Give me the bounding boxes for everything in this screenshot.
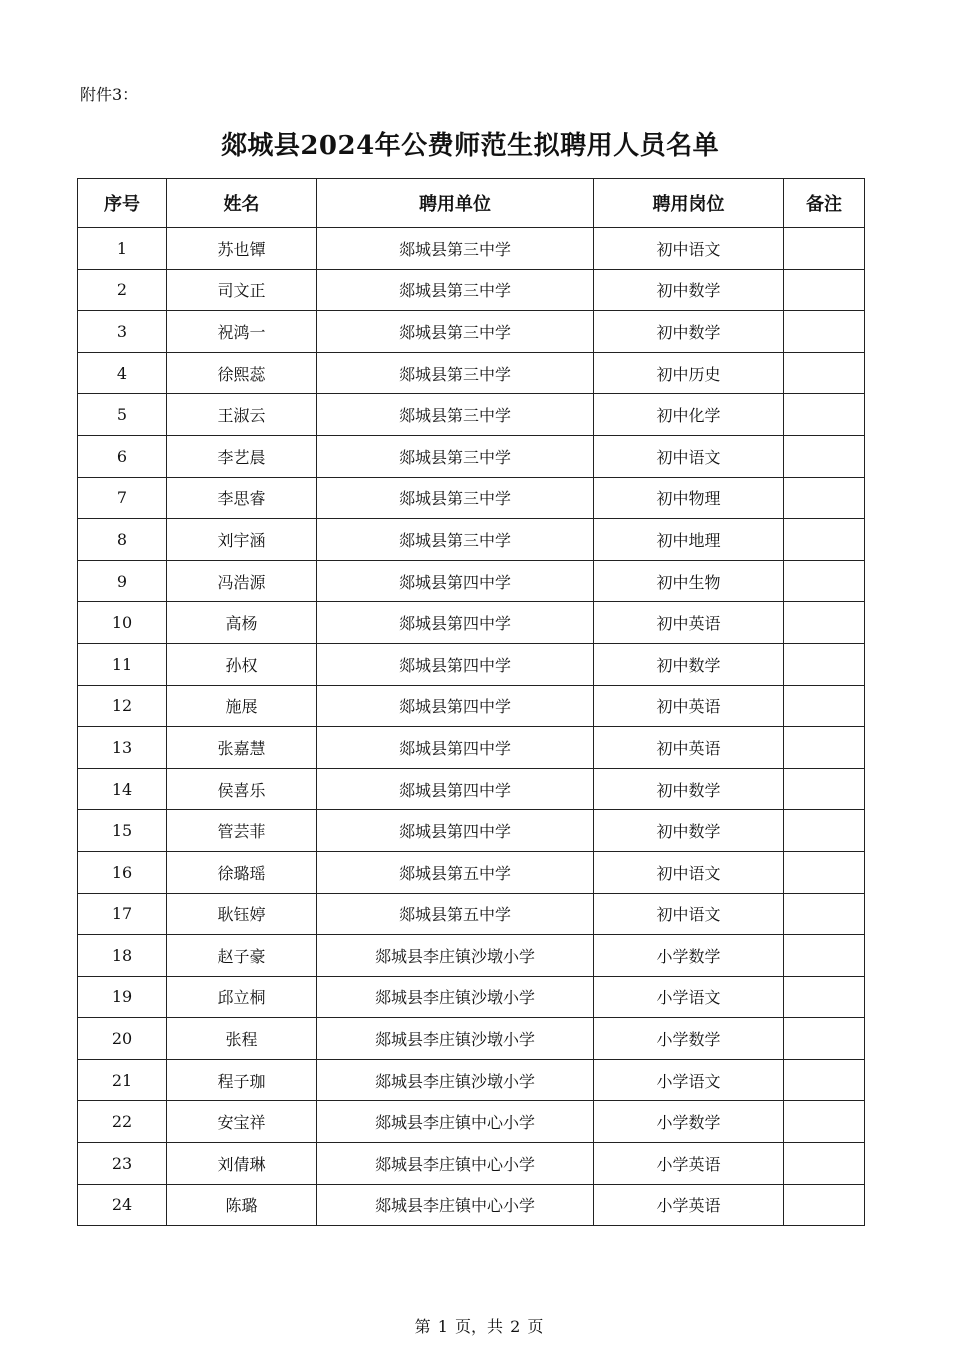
cell-remarks bbox=[784, 727, 865, 769]
cell-remarks bbox=[784, 851, 865, 893]
cell-position: 初中数学 bbox=[594, 810, 784, 852]
cell-seq: 22 bbox=[78, 1101, 167, 1143]
cell-unit: 郯城县李庄镇中心小学 bbox=[317, 1101, 594, 1143]
cell-unit: 郯城县第三中学 bbox=[317, 519, 594, 561]
table-row bbox=[78, 1101, 865, 1143]
cell-remarks bbox=[784, 1059, 865, 1101]
cell-name: 程子珈 bbox=[167, 1059, 317, 1101]
cell-name: 张程 bbox=[167, 1018, 317, 1060]
table-row bbox=[78, 768, 865, 810]
cell-unit: 郯城县第四中学 bbox=[317, 810, 594, 852]
table-row bbox=[78, 643, 865, 685]
cell-remarks bbox=[784, 1143, 865, 1185]
cell-remarks bbox=[784, 519, 865, 561]
cell-seq: 13 bbox=[78, 727, 167, 769]
cell-position: 小学英语 bbox=[594, 1143, 784, 1185]
cell-unit: 郯城县第三中学 bbox=[317, 269, 594, 311]
cell-seq: 10 bbox=[78, 602, 167, 644]
cell-position: 初中数学 bbox=[594, 311, 784, 353]
cell-unit: 郯城县第五中学 bbox=[317, 851, 594, 893]
cell-seq: 6 bbox=[78, 435, 167, 477]
cell-remarks bbox=[784, 1184, 865, 1226]
cell-seq: 21 bbox=[78, 1059, 167, 1101]
cell-unit: 郯城县第三中学 bbox=[317, 477, 594, 519]
cell-name: 徐璐瑶 bbox=[167, 851, 317, 893]
cell-seq: 9 bbox=[78, 560, 167, 602]
cell-remarks bbox=[784, 311, 865, 353]
table-row bbox=[78, 1184, 865, 1226]
cell-position: 初中语文 bbox=[594, 435, 784, 477]
cell-remarks bbox=[784, 1018, 865, 1060]
cell-position: 初中语文 bbox=[594, 228, 784, 270]
cell-unit: 郯城县第三中学 bbox=[317, 394, 594, 436]
cell-remarks bbox=[784, 352, 865, 394]
cell-remarks bbox=[784, 768, 865, 810]
table-row bbox=[78, 228, 865, 270]
cell-name: 陈璐 bbox=[167, 1184, 317, 1226]
cell-seq: 4 bbox=[78, 352, 167, 394]
cell-name: 邱立桐 bbox=[167, 976, 317, 1018]
cell-position: 初中物理 bbox=[594, 477, 784, 519]
table-row bbox=[78, 394, 865, 436]
cell-unit: 郯城县第三中学 bbox=[317, 435, 594, 477]
cell-name: 李思睿 bbox=[167, 477, 317, 519]
cell-unit: 郯城县李庄镇中心小学 bbox=[317, 1143, 594, 1185]
cell-name: 司文正 bbox=[167, 269, 317, 311]
cell-name: 徐熙蕊 bbox=[167, 352, 317, 394]
cell-position: 小学数学 bbox=[594, 1018, 784, 1060]
cell-name: 苏也镡 bbox=[167, 228, 317, 270]
cell-remarks bbox=[784, 477, 865, 519]
cell-position: 初中历史 bbox=[594, 352, 784, 394]
cell-unit: 郯城县李庄镇沙墩小学 bbox=[317, 976, 594, 1018]
cell-position: 初中语文 bbox=[594, 893, 784, 935]
cell-name: 管芸菲 bbox=[167, 810, 317, 852]
cell-seq: 5 bbox=[78, 394, 167, 436]
cell-seq: 19 bbox=[78, 976, 167, 1018]
cell-remarks bbox=[784, 976, 865, 1018]
cell-name: 王淑云 bbox=[167, 394, 317, 436]
hiring-roster-table bbox=[77, 178, 865, 1226]
table-body bbox=[78, 228, 865, 1226]
cell-unit: 郯城县第四中学 bbox=[317, 602, 594, 644]
page-title: 郯城县2024年公费师范生拟聘用人员名单 bbox=[220, 131, 720, 161]
table-row bbox=[78, 1059, 865, 1101]
cell-position: 小学英语 bbox=[594, 1184, 784, 1226]
cell-name: 侯喜乐 bbox=[167, 768, 317, 810]
table-row bbox=[78, 1143, 865, 1185]
cell-remarks bbox=[784, 685, 865, 727]
cell-name: 耿钰婷 bbox=[167, 893, 317, 935]
table-header-row bbox=[78, 179, 865, 228]
cell-seq: 1 bbox=[78, 228, 167, 270]
attachment-label: 附件3： bbox=[80, 85, 139, 104]
cell-position: 小学数学 bbox=[594, 935, 784, 977]
cell-seq: 18 bbox=[78, 935, 167, 977]
column-header-seq: 序号 bbox=[78, 179, 167, 228]
cell-unit: 郯城县李庄镇中心小学 bbox=[317, 1184, 594, 1226]
cell-name: 施展 bbox=[167, 685, 317, 727]
column-header-name: 姓名 bbox=[167, 179, 317, 228]
cell-remarks bbox=[784, 935, 865, 977]
cell-name: 赵子豪 bbox=[167, 935, 317, 977]
cell-unit: 郯城县第四中学 bbox=[317, 643, 594, 685]
cell-seq: 17 bbox=[78, 893, 167, 935]
cell-unit: 郯城县第五中学 bbox=[317, 893, 594, 935]
cell-position: 初中地理 bbox=[594, 519, 784, 561]
cell-remarks bbox=[784, 228, 865, 270]
cell-remarks bbox=[784, 269, 865, 311]
table-row bbox=[78, 602, 865, 644]
cell-seq: 11 bbox=[78, 643, 167, 685]
column-header-remarks: 备注 bbox=[784, 179, 865, 228]
cell-remarks bbox=[784, 643, 865, 685]
table-row bbox=[78, 477, 865, 519]
cell-unit: 郯城县李庄镇沙墩小学 bbox=[317, 1059, 594, 1101]
cell-name: 刘倩琳 bbox=[167, 1143, 317, 1185]
table-row bbox=[78, 685, 865, 727]
cell-unit: 郯城县第四中学 bbox=[317, 560, 594, 602]
cell-position: 小学语文 bbox=[594, 976, 784, 1018]
cell-remarks bbox=[784, 1101, 865, 1143]
cell-position: 初中数学 bbox=[594, 269, 784, 311]
cell-unit: 郯城县第三中学 bbox=[317, 311, 594, 353]
cell-name: 安宝祥 bbox=[167, 1101, 317, 1143]
cell-remarks bbox=[784, 893, 865, 935]
table-row bbox=[78, 893, 865, 935]
cell-position: 初中语文 bbox=[594, 851, 784, 893]
cell-remarks bbox=[784, 560, 865, 602]
cell-name: 冯浩源 bbox=[167, 560, 317, 602]
cell-seq: 2 bbox=[78, 269, 167, 311]
cell-seq: 15 bbox=[78, 810, 167, 852]
cell-position: 初中生物 bbox=[594, 560, 784, 602]
table-row bbox=[78, 851, 865, 893]
cell-seq: 23 bbox=[78, 1143, 167, 1185]
cell-position: 初中英语 bbox=[594, 685, 784, 727]
page-number-footer: 第 1 页，共 2 页 bbox=[414, 1317, 544, 1336]
table-row bbox=[78, 311, 865, 353]
cell-seq: 20 bbox=[78, 1018, 167, 1060]
table-row bbox=[78, 269, 865, 311]
table-row bbox=[78, 1018, 865, 1060]
cell-name: 刘宇涵 bbox=[167, 519, 317, 561]
cell-position: 初中英语 bbox=[594, 602, 784, 644]
cell-unit: 郯城县第四中学 bbox=[317, 685, 594, 727]
cell-position: 小学数学 bbox=[594, 1101, 784, 1143]
cell-name: 祝鸿一 bbox=[167, 311, 317, 353]
cell-name: 高杨 bbox=[167, 602, 317, 644]
table-row bbox=[78, 519, 865, 561]
cell-name: 李艺晨 bbox=[167, 435, 317, 477]
cell-seq: 7 bbox=[78, 477, 167, 519]
column-header-position: 聘用岗位 bbox=[594, 179, 784, 228]
table-row bbox=[78, 727, 865, 769]
cell-position: 小学语文 bbox=[594, 1059, 784, 1101]
cell-seq: 14 bbox=[78, 768, 167, 810]
cell-remarks bbox=[784, 602, 865, 644]
cell-position: 初中英语 bbox=[594, 727, 784, 769]
cell-unit: 郯城县第三中学 bbox=[317, 352, 594, 394]
table-row bbox=[78, 810, 865, 852]
cell-unit: 郯城县第三中学 bbox=[317, 228, 594, 270]
cell-seq: 16 bbox=[78, 851, 167, 893]
cell-remarks bbox=[784, 435, 865, 477]
cell-seq: 8 bbox=[78, 519, 167, 561]
table-row bbox=[78, 435, 865, 477]
cell-remarks bbox=[784, 810, 865, 852]
cell-unit: 郯城县第四中学 bbox=[317, 768, 594, 810]
cell-seq: 3 bbox=[78, 311, 167, 353]
cell-position: 初中化学 bbox=[594, 394, 784, 436]
table-row bbox=[78, 935, 865, 977]
cell-name: 孙权 bbox=[167, 643, 317, 685]
cell-position: 初中数学 bbox=[594, 643, 784, 685]
cell-position: 初中数学 bbox=[594, 768, 784, 810]
table-row bbox=[78, 560, 865, 602]
cell-name: 张嘉慧 bbox=[167, 727, 317, 769]
cell-remarks bbox=[784, 394, 865, 436]
cell-seq: 24 bbox=[78, 1184, 167, 1226]
table-row bbox=[78, 352, 865, 394]
column-header-unit: 聘用单位 bbox=[317, 179, 594, 228]
table-row bbox=[78, 976, 865, 1018]
cell-unit: 郯城县李庄镇沙墩小学 bbox=[317, 1018, 594, 1060]
cell-seq: 12 bbox=[78, 685, 167, 727]
cell-unit: 郯城县第四中学 bbox=[317, 727, 594, 769]
cell-unit: 郯城县李庄镇沙墩小学 bbox=[317, 935, 594, 977]
